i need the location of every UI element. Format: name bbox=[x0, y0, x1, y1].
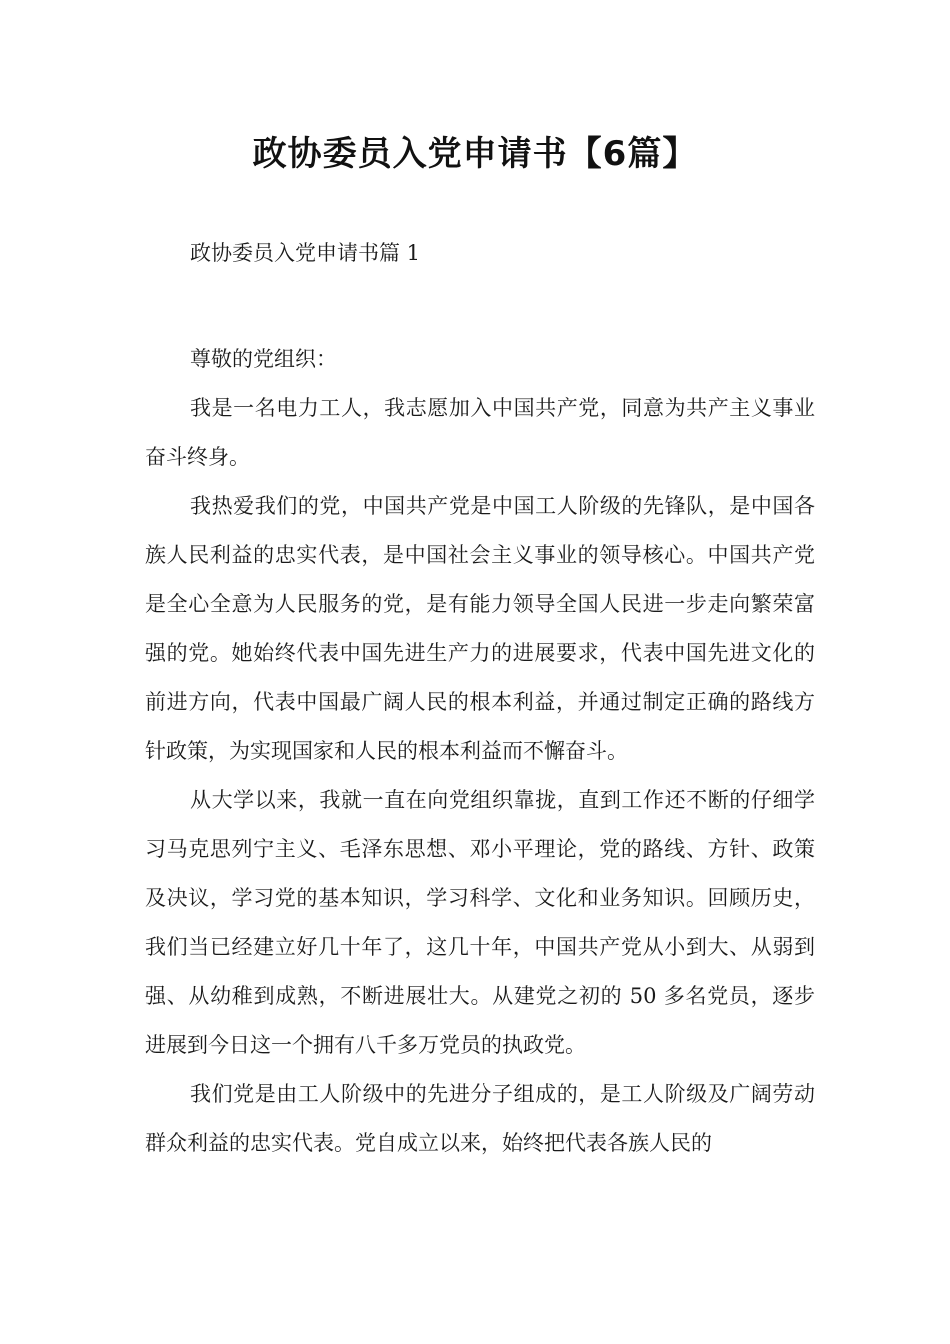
document-body bbox=[145, 335, 815, 1168]
paragraph-1: 我是一名电力工人，我志愿加入中国共产党，同意为共产主义事业奋斗终身。 bbox=[145, 396, 815, 469]
document-title: 政协委员入党申请书【6篇】 bbox=[252, 134, 698, 174]
salutation: 尊敬的党组织： bbox=[190, 347, 337, 371]
paragraph-2: 我热爱我们的党，中国共产党是中国工人阶级的先锋队，是中国各族人民利益的忠实代表，是中国社会主义事业的领导核心。中国共产党是全心全意为人民服务的党，是有能力领导全国人民进一步走向繁荣富强的党。她始终代表中国先进生产力的进展要求，代表中国先进文化的前进方向，代表中国最广阔人民的根本利益，并通过制定正确的路线方针政策，为实现国家和人民的根本利益而不懈奋斗。 bbox=[145, 494, 815, 763]
section-heading: 政协委员入党申请书篇 1 bbox=[190, 241, 421, 265]
paragraph-3: 从大学以来，我就一直在向党组织靠拢，直到工作还不断的仔细学习马克思列宁主义、毛泽东思想、邓小平理论，党的路线、方针、政策及决议，学习党的基本知识，学习科学、文化和业务知识。回顾历史，我们当已经建立好几十年了，这几十年，中国共产党从小到大、从弱到强、从幼稚到成熟，不断进展壮大。从建党之初的 50 多名党员，逐步进展到今日这一个拥有八千多万党员的执政党。 bbox=[145, 788, 815, 1057]
paragraph-4: 我们党是由工人阶级中的先进分子组成的，是工人阶级及广阔劳动群众利益的忠实代表。党自成立以来，始终把代表各族人民的 bbox=[145, 1082, 815, 1155]
